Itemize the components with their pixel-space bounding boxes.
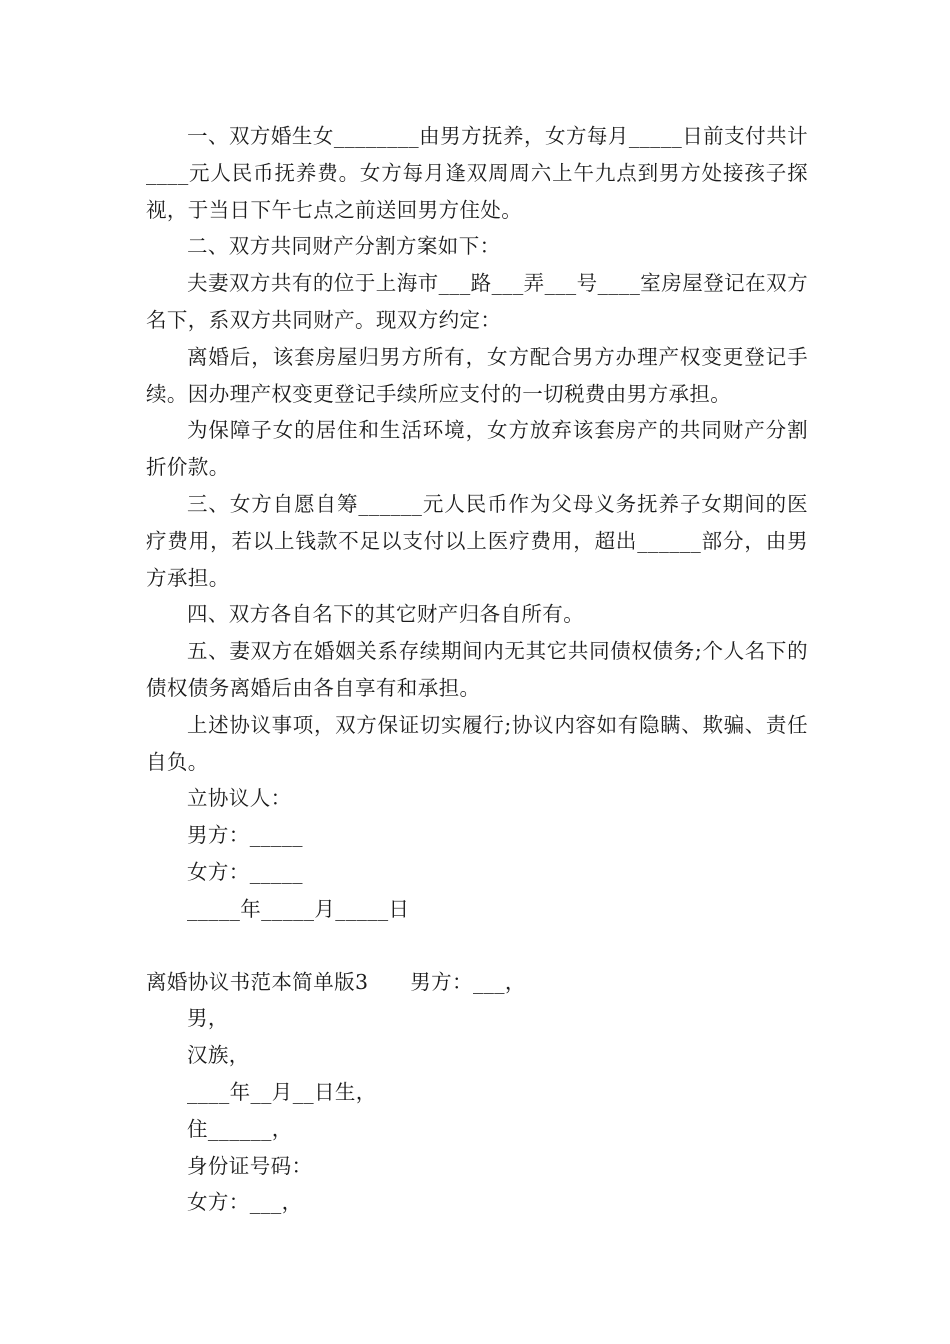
signature-male: 男方：_____: [187, 823, 303, 848]
clause-property-waiver: 为保障子女的居住和生活环境，女方放弃该套房产的共同财产分割折价款。: [146, 418, 808, 480]
clause-property-house: 夫妻双方共有的位于上海市___路___弄___号____室房屋登记在双方名下，系双方共同财产。现双方约定：: [146, 271, 808, 332]
clause-property-ownership: 离婚后，该套房屋归男方所有，女方配合男方办理产权变更登记手续。因办理产权变更登记手续所应支付的一切税费由男方承担。: [146, 344, 808, 406]
clause-medical: 三、女方自愿自筹______元人民币作为父母义务抚养子女期间的医疗费用，若以上钱款不足以支付以上医疗费用，超出______部分，由男方承担。: [146, 491, 808, 590]
signature-date: _____年_____月_____日: [187, 896, 410, 921]
signatories-label: 立协议人：: [187, 786, 292, 811]
clause-custody: 一、双方婚生女________由男方抚养，女方每月_____日前支付共计____元人民币抚养费。女方每月逢双周周六上午九点到男方处接孩子探视，于当日下午七点之前送回男方住处。: [146, 124, 808, 222]
male-gender: 男，: [187, 1006, 229, 1031]
male-birthdate: ____年__月__日生，: [187, 1079, 377, 1104]
male-address: 住______，: [187, 1116, 293, 1141]
signature-female: 女方：_____: [187, 859, 303, 884]
document-page: [146, 118, 808, 1221]
male-ethnicity: 汉族，: [187, 1043, 250, 1068]
clause-debts: 五、妻双方在婚姻关系存续期间内无其它共同债权债务;个人名下的债权债务离婚后由各自享有和承担。: [146, 639, 808, 700]
clause-other-property: 四、双方各自名下的其它财产归各自所有。: [187, 602, 585, 627]
clause-guarantee: 上述协议事项，双方保证切实履行;协议内容如有隐瞒、欺骗、责任自负。: [146, 712, 808, 774]
female-party: 女方：___，: [187, 1190, 303, 1215]
clause-property-heading: 二、双方共同财产分割方案如下：: [187, 234, 501, 259]
section-heading: 离婚协议书范本简单版3 男方：___，: [146, 969, 526, 994]
section-gap: [146, 928, 808, 964]
male-id-number: 身份证号码：: [187, 1153, 313, 1178]
